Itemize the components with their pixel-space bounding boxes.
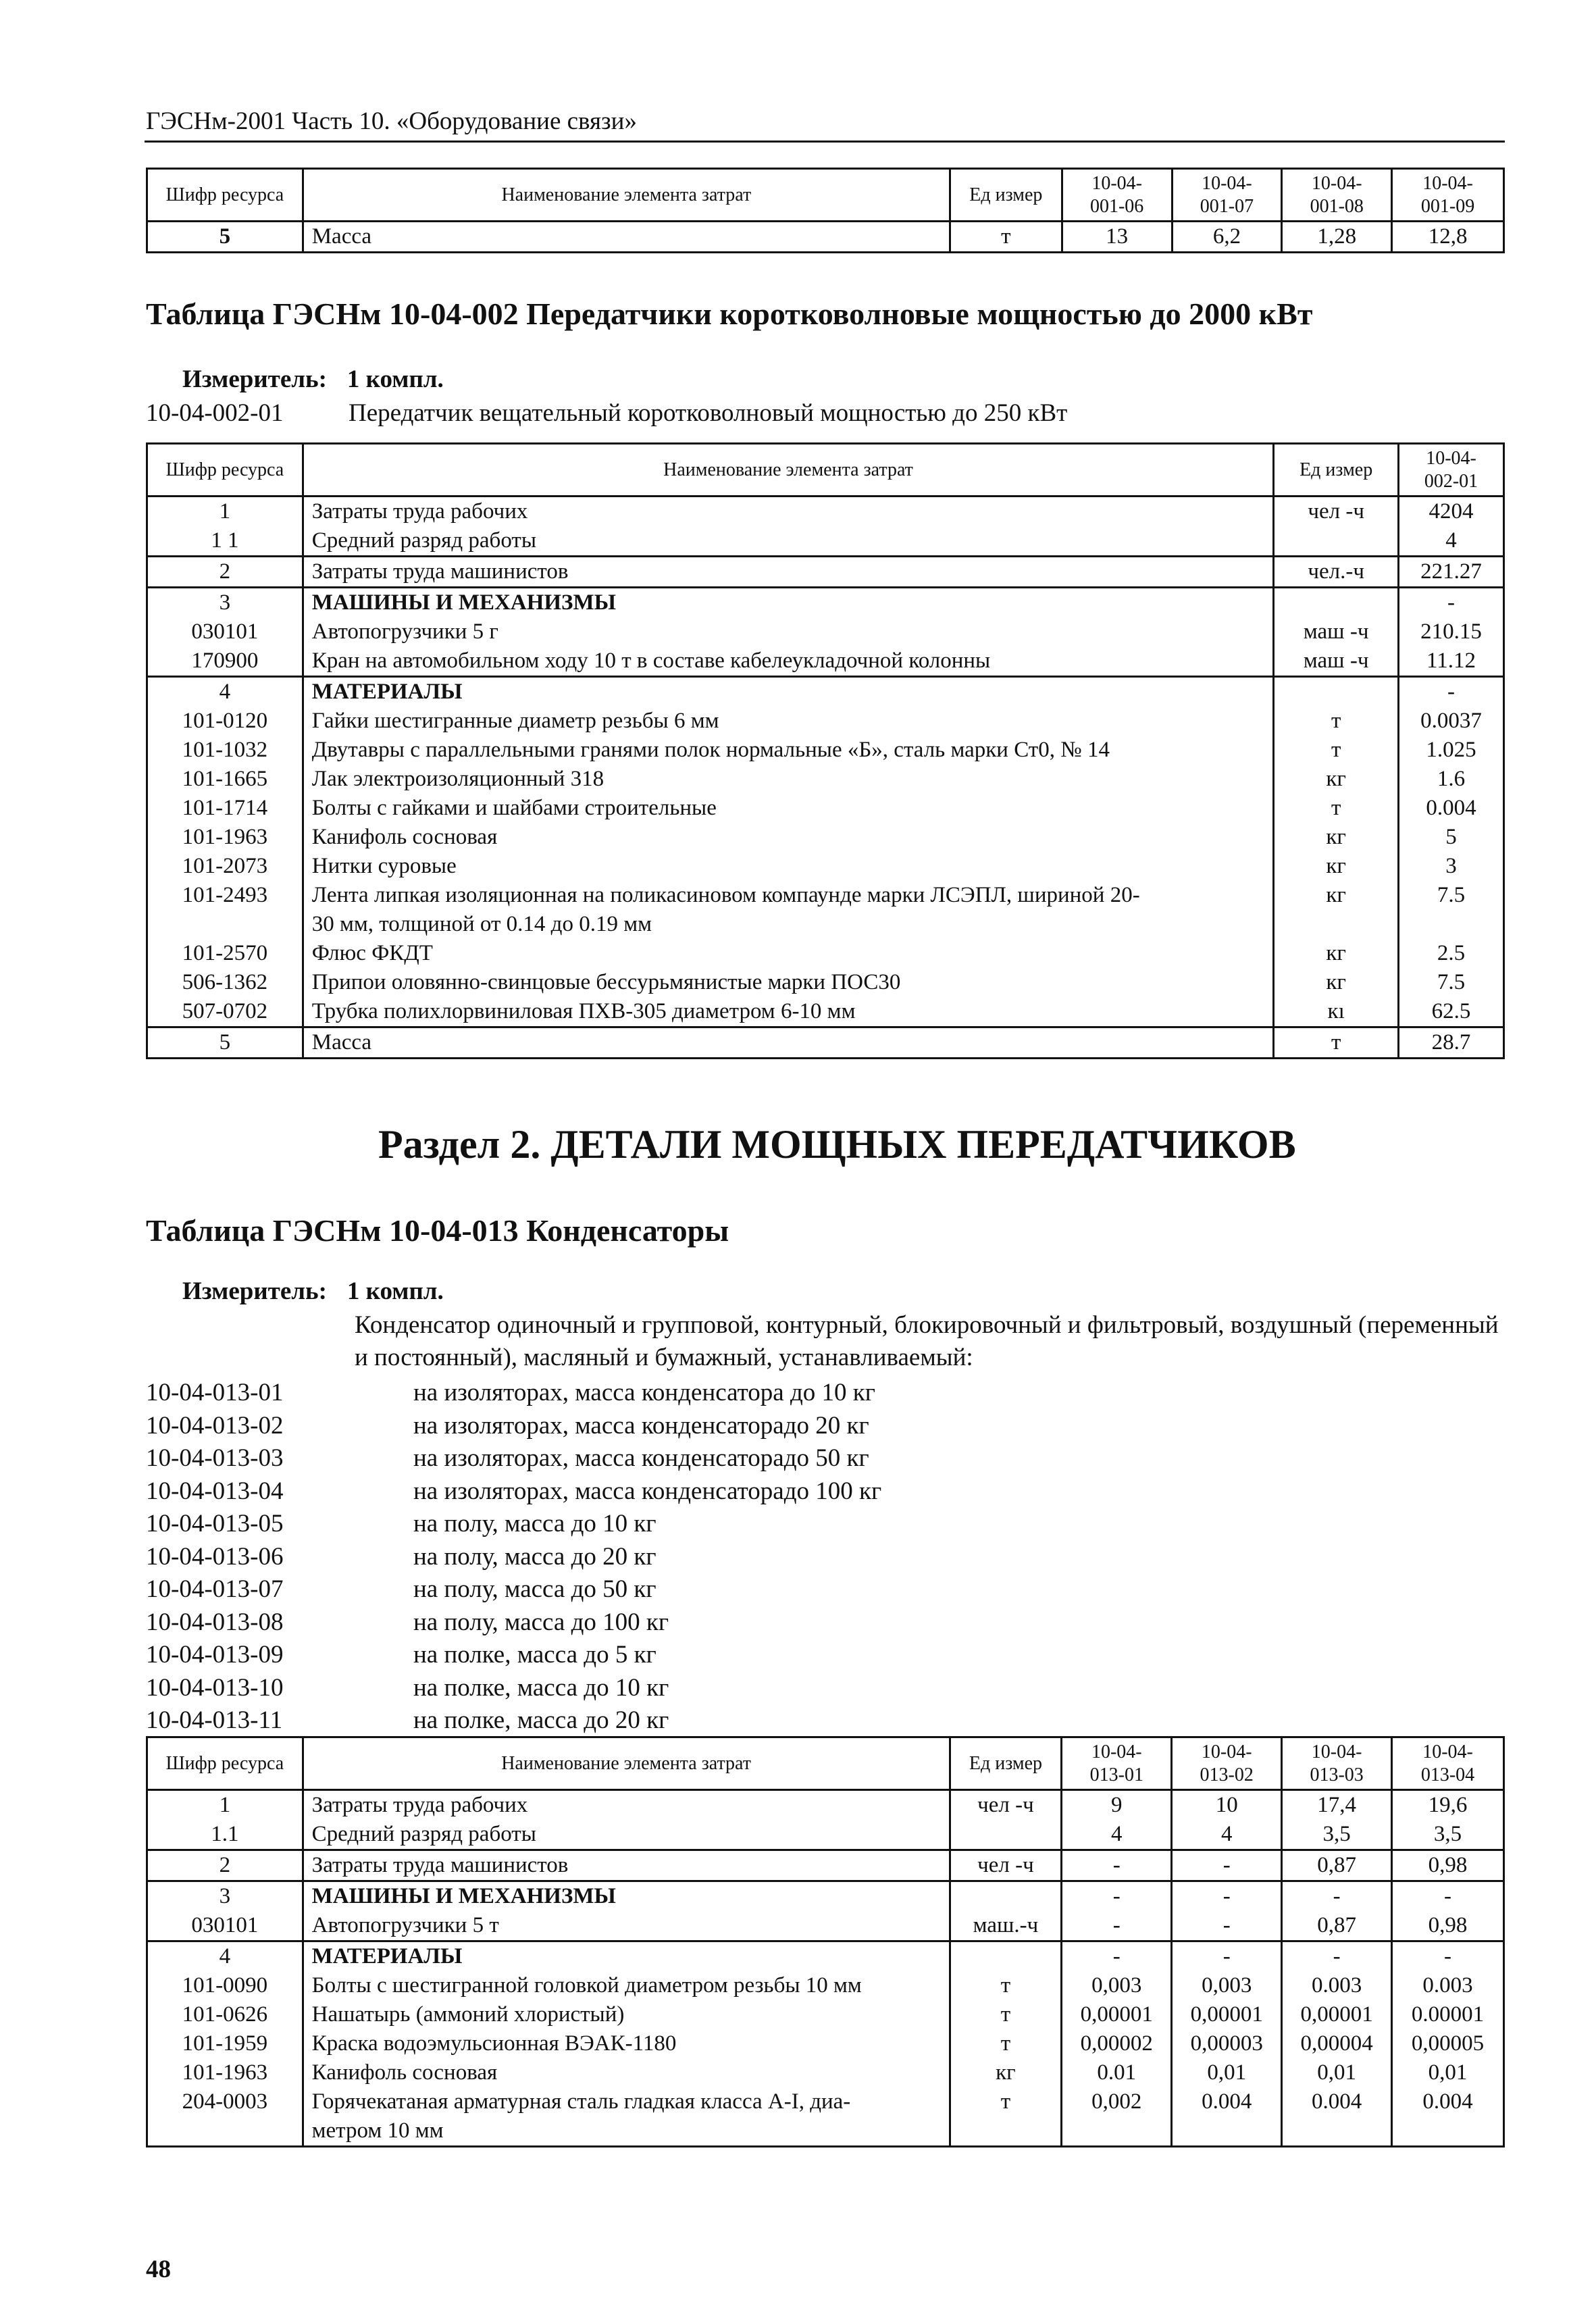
cell-code: 101-1959 [147, 2029, 303, 2058]
cell-value: 0.003 [1282, 1971, 1392, 2000]
table-row [147, 1820, 1504, 1850]
cell-value: 0,00004 [1282, 2029, 1392, 2058]
table-row [147, 881, 1504, 939]
cell-value: 3 [1399, 852, 1504, 881]
cell-unit: т [1274, 794, 1399, 823]
header-code: Шифр ресурса [147, 169, 303, 222]
cell-unit: кг [1274, 765, 1399, 794]
cell-code: 2 [147, 1850, 303, 1881]
cell-value: 0,87 [1282, 1850, 1392, 1881]
cell-name: Средний разряд работы [303, 1820, 950, 1850]
cell-unit: чел -ч [1274, 497, 1399, 527]
table-row [147, 2000, 1504, 2029]
item-name: Передатчик вещательный коротковолновый мощностью до 250 кВт [349, 399, 1068, 427]
cell-value: 0,01 [1392, 2058, 1504, 2087]
table-row [147, 939, 1504, 968]
cell-value: 0,00005 [1392, 2029, 1504, 2058]
cell-name: Затраты труда рабочих [303, 1790, 950, 1821]
cell-value: - [1172, 1911, 1282, 1941]
cell-value: 1.6 [1399, 765, 1504, 794]
cell-unit [1274, 677, 1399, 707]
cell-unit: т [950, 2087, 1062, 2147]
cell-name: МАТЕРИАЛЫ [303, 1941, 950, 1972]
cell-unit: т [1274, 736, 1399, 765]
cell-code: 101-0626 [147, 2000, 303, 2029]
cell-unit [1274, 588, 1399, 618]
cell-value: - [1062, 1881, 1172, 1912]
table-row [147, 677, 1504, 707]
cell-value: 0,003 [1062, 1971, 1172, 2000]
header-name: Наименование элемента затрат [303, 169, 950, 222]
cell-code: 3 [147, 588, 303, 618]
cell-value: 0,00001 [1062, 2000, 1172, 2029]
cell-name: МАТЕРИАЛЫ [303, 677, 1274, 707]
cell-unit: кı [1274, 997, 1399, 1027]
cell-name: Трубка полихлорвиниловая ПХВ-305 диаметром 6-10 мм [303, 997, 1274, 1027]
item-code: 10-04-013-01 [146, 1379, 284, 1406]
table-row [147, 997, 1504, 1027]
cell-value: 4 [1399, 526, 1504, 557]
header-column: 10-04- 002-01 [1399, 444, 1504, 497]
cell-unit: кг [950, 2058, 1062, 2087]
table-row [147, 1941, 1504, 1972]
item-code: 10-04-013-05 [146, 1510, 284, 1537]
cell-value: 0,003 [1172, 1971, 1282, 2000]
table-row [147, 526, 1504, 557]
table-row [147, 646, 1504, 677]
item-code: 10-04-013-06 [146, 1542, 284, 1571]
cell-value: - [1172, 1881, 1282, 1912]
table-row [147, 852, 1504, 881]
cell-code: 101-0090 [147, 1971, 303, 2000]
item-name: на полке, масса до 5 кг [413, 1641, 657, 1669]
table-top-continuation [146, 168, 1505, 253]
list-item [146, 1442, 881, 1475]
cell-name: Лента липкая изоляционная на поликасиновом компаунде марки ЛСЭПЛ, шириной 20- 30 мм, толщиной от 0.14 до 0.19 мм [303, 881, 1274, 939]
cell-value: - [1172, 1941, 1282, 1972]
cell-name: Припои оловянно-свинцовые бессурьмянистые марки ПОС30 [303, 968, 1274, 997]
header-column: 10-04- 013-03 [1282, 1737, 1392, 1790]
header-column: 10-04- 013-02 [1172, 1737, 1282, 1790]
cell-unit: кг [1274, 823, 1399, 852]
table-row [147, 1881, 1504, 1912]
cell-name: Автопогрузчики 5 г [303, 617, 1274, 646]
page-number: 48 [146, 2256, 171, 2283]
cell-code: 101-1665 [147, 765, 303, 794]
table-013 [146, 1736, 1505, 2147]
cell-code: 101-1963 [147, 823, 303, 852]
item-name: на полу, масса до 20 кг [413, 1542, 657, 1571]
header-column: 10-04- 001-06 [1062, 169, 1172, 222]
cell-value: - [1062, 1850, 1172, 1881]
cell-value: 210.15 [1399, 617, 1504, 646]
cell-value: - [1062, 1911, 1172, 1941]
cell-name: МАШИНЫ И МЕХАНИЗМЫ [303, 588, 1274, 618]
cell-name: Нашатырь (аммоний хлористый) [303, 2000, 950, 2029]
item-code: 10-04-013-10 [146, 1673, 284, 1702]
header-column: 10-04- 013-01 [1062, 1737, 1172, 1790]
cell-value: 0.01 [1062, 2058, 1172, 2087]
item-code: 10-04-002-01 [146, 399, 284, 427]
list-item [146, 1704, 881, 1737]
table-row [147, 736, 1504, 765]
cell-code: 3 [147, 1881, 303, 1912]
cell-value: - [1399, 588, 1504, 618]
cell-code: 4 [147, 677, 303, 707]
cell-value: 0,01 [1172, 2058, 1282, 2087]
cell-unit: кг [1274, 939, 1399, 968]
cell-unit: т [950, 2000, 1062, 2029]
item-name: на полу, масса до 50 кг [413, 1575, 657, 1603]
cell-code: 1 1 [147, 526, 303, 557]
meter-unit: 1 компл. [346, 1277, 444, 1305]
cell-value: - [1399, 677, 1504, 707]
header-code: Шифр ресурса [147, 444, 303, 497]
cell-value: 0.004 [1282, 2087, 1392, 2147]
table-row [147, 707, 1504, 736]
cell-value: 4 [1062, 1820, 1172, 1850]
cell-value: 0.003 [1392, 1971, 1504, 2000]
cell-code: 4 [147, 1941, 303, 1972]
table-002-meter [182, 365, 444, 394]
header-code: Шифр ресурса [147, 1737, 303, 1790]
list-item [146, 1606, 881, 1640]
cell-value: 19,6 [1392, 1790, 1504, 1821]
item-name: на полу, масса до 10 кг [413, 1510, 657, 1537]
cell-code: 2 [147, 557, 303, 588]
cell-value: 62.5 [1399, 997, 1504, 1027]
meter-unit: 1 компл. [346, 365, 444, 393]
cell-unit: маш -ч [1274, 646, 1399, 677]
list-item [146, 1639, 881, 1672]
item-code: 10-04-013-09 [146, 1641, 284, 1669]
cell-value: 9 [1062, 1790, 1172, 1821]
cell-value: 0.004 [1399, 794, 1504, 823]
cell-name: Краска водоэмульсионная ВЭАК-1180 [303, 2029, 950, 2058]
cell-code: 101-2570 [147, 939, 303, 968]
cell-name: Затраты труда машинистов [303, 557, 1274, 588]
table-row [147, 1790, 1504, 1821]
cell-value: 0,00003 [1172, 2029, 1282, 2058]
cell-value: 0.004 [1392, 2087, 1504, 2147]
cell-value: 221.27 [1399, 557, 1504, 588]
cell-value: 4 [1172, 1820, 1282, 1850]
cell-unit: чел -ч [950, 1790, 1062, 1821]
cell-name: Канифоль сосновая [303, 2058, 950, 2087]
header-column: 10-04- 001-09 [1392, 169, 1504, 222]
cell-value: 1.025 [1399, 736, 1504, 765]
item-code: 10-04-013-07 [146, 1575, 284, 1603]
cell-unit [1274, 526, 1399, 557]
cell-value: 17,4 [1282, 1790, 1392, 1821]
cell-value: 13 [1062, 222, 1172, 253]
cell-name: Затраты труда рабочих [303, 497, 1274, 527]
cell-code: 101-1714 [147, 794, 303, 823]
list-item [146, 1475, 881, 1508]
cell-name: Болты с гайками и шайбами строительные [303, 794, 1274, 823]
cell-value: - [1062, 1941, 1172, 1972]
table-002-item [146, 399, 1067, 428]
table-002 [146, 442, 1505, 1059]
cell-code: 101-0120 [147, 707, 303, 736]
cell-value: 0,01 [1282, 2058, 1392, 2087]
cell-value: 0,002 [1062, 2087, 1172, 2147]
cell-value: 0.0037 [1399, 707, 1504, 736]
table-row [147, 2058, 1504, 2087]
cell-value: 28.7 [1399, 1027, 1504, 1059]
cell-code: 5 [147, 222, 303, 253]
table-013-body [147, 1790, 1504, 2147]
table-row [147, 794, 1504, 823]
cell-value: - [1392, 1941, 1504, 1972]
table-002-title: Таблица ГЭСНм 10-04-002 Передатчики коротковолновые мощностью до 2000 кВт [146, 297, 1313, 331]
cell-value: - [1282, 1941, 1392, 1972]
cell-name: Средний разряд работы [303, 526, 1274, 557]
item-code: 10-04-013-03 [146, 1444, 284, 1472]
cell-unit: маш.-ч [950, 1911, 1062, 1941]
cell-name: Автопогрузчики 5 т [303, 1911, 950, 1941]
cell-code: 101-1032 [147, 736, 303, 765]
list-item [146, 1410, 881, 1443]
cell-name: Затраты труда машинистов [303, 1850, 950, 1881]
cell-unit [950, 1941, 1062, 1972]
cell-name: Масса [303, 1027, 1274, 1059]
cell-value: - [1392, 1881, 1504, 1912]
cell-code: 101-2493 [147, 881, 303, 939]
cell-name: Нитки суровые [303, 852, 1274, 881]
cell-unit [950, 1881, 1062, 1912]
list-item [146, 1672, 881, 1705]
item-name: на полке, масса до 20 кг [413, 1706, 669, 1734]
cell-name: Лак электроизоляционный 318 [303, 765, 1274, 794]
item-name: на полке, масса до 10 кг [413, 1673, 669, 1702]
section-title: Раздел 2. ДЕТАЛИ МОЩНЫХ ПЕРЕДАТЧИКОВ [378, 1122, 1296, 1167]
cell-unit: чел -ч [950, 1850, 1062, 1881]
list-item [146, 1573, 881, 1606]
cell-value: - [1282, 1881, 1392, 1912]
cell-unit: маш -ч [1274, 617, 1399, 646]
cell-value: 7.5 [1399, 881, 1504, 939]
cell-value: 3,5 [1392, 1820, 1504, 1850]
table-row [147, 1911, 1504, 1941]
cell-value: 1,28 [1282, 222, 1392, 253]
cell-code: 1.1 [147, 1820, 303, 1850]
cell-code: 1 [147, 1790, 303, 1821]
cell-code: 204-0003 [147, 2087, 303, 2147]
item-name: на изоляторах, масса конденсаторадо 100 кг [413, 1477, 882, 1505]
item-code: 10-04-013-08 [146, 1608, 284, 1636]
cell-value: 12,8 [1392, 222, 1504, 253]
table-row [147, 588, 1504, 618]
table-row [147, 2087, 1504, 2147]
cell-unit [950, 1820, 1062, 1850]
table-row [147, 557, 1504, 588]
cell-code: 101-2073 [147, 852, 303, 881]
item-code: 10-04-013-04 [146, 1477, 284, 1505]
cell-unit: т [1274, 707, 1399, 736]
table-row [147, 968, 1504, 997]
header-column: 10-04- 001-08 [1282, 169, 1392, 222]
table-013-meter [182, 1277, 444, 1306]
table-row [147, 1850, 1504, 1881]
item-name: на изоляторах, масса конденсаторадо 20 кг [413, 1411, 869, 1440]
cell-value: 7.5 [1399, 968, 1504, 997]
cell-name: Двутавры с параллельными гранями полок нормальные «Б», сталь марки Ст0, № 14 [303, 736, 1274, 765]
cell-value: 5 [1399, 823, 1504, 852]
cell-unit: т [950, 1971, 1062, 2000]
cell-code: 101-1963 [147, 2058, 303, 2087]
cell-value: 0,87 [1282, 1911, 1392, 1941]
cell-code: 030101 [147, 1911, 303, 1941]
list-item [146, 1508, 881, 1541]
list-item [146, 1377, 881, 1410]
cell-name: Горячекатаная арматурная сталь гладкая класса А-I, диа- метром 10 мм [303, 2087, 950, 2147]
item-code: 10-04-013-11 [146, 1706, 283, 1734]
cell-name: Канифоль сосновая [303, 823, 1274, 852]
meter-label: Измеритель: [182, 1277, 327, 1305]
cell-value: 6,2 [1172, 222, 1282, 253]
cell-value: 0.00001 [1392, 2000, 1504, 2029]
table-row [147, 1027, 1504, 1059]
header-name: Наименование элемента затрат [303, 444, 1274, 497]
table-row [147, 1971, 1504, 2000]
cell-unit: чел.-ч [1274, 557, 1399, 588]
header-column: 10-04- 001-07 [1172, 169, 1282, 222]
cell-name: Флюс ФКДТ [303, 939, 1274, 968]
header-unit: Ед измер [950, 169, 1062, 222]
cell-unit: кг [1274, 881, 1399, 939]
header-rule [145, 141, 1505, 143]
item-name: на изоляторах, масса конденсатора до 10 кг [413, 1379, 875, 1406]
table-row [147, 617, 1504, 646]
header-column: 10-04- 013-04 [1392, 1737, 1504, 1790]
cell-unit: т [1274, 1027, 1399, 1059]
cell-value: 11.12 [1399, 646, 1504, 677]
table-002-body [147, 497, 1504, 1059]
cell-name: Кран на автомобильном ходу 10 т в составе кабелеукладочной колонны [303, 646, 1274, 677]
table-row [147, 2029, 1504, 2058]
cell-value: 0,00001 [1282, 2000, 1392, 2029]
table-row [147, 497, 1504, 527]
table-013-title: Таблица ГЭСНм 10-04-013 Конденсаторы [146, 1213, 729, 1248]
cell-name: Гайки шестигранные диаметр резьбы 6 мм [303, 707, 1274, 736]
list-item [146, 1541, 881, 1574]
meter-label: Измеритель: [182, 365, 327, 393]
cell-value: 0,98 [1392, 1850, 1504, 1881]
cell-value: 10 [1172, 1790, 1282, 1821]
cell-name: МАШИНЫ И МЕХАНИЗМЫ [303, 1881, 950, 1912]
cell-unit: кг [1274, 968, 1399, 997]
table-row [147, 765, 1504, 794]
cell-value: 3,5 [1282, 1820, 1392, 1850]
cell-value: 0.004 [1172, 2087, 1282, 2147]
cell-value: 4204 [1399, 497, 1504, 527]
header-unit: Ед измер [1274, 444, 1399, 497]
cell-unit: т [950, 222, 1062, 253]
cell-code: 030101 [147, 617, 303, 646]
table-013-item-list [146, 1377, 881, 1737]
cell-unit: т [950, 2029, 1062, 2058]
item-code: 10-04-013-02 [146, 1411, 284, 1440]
header-name: Наименование элемента затрат [303, 1737, 950, 1790]
item-name: на изоляторах, масса конденсаторадо 50 кг [413, 1444, 869, 1472]
cell-code: 506-1362 [147, 968, 303, 997]
cell-code: 1 [147, 497, 303, 527]
cell-value: 0,98 [1392, 1911, 1504, 1941]
cell-unit: кг [1274, 852, 1399, 881]
header-unit: Ед измер [950, 1737, 1062, 1790]
table-row [147, 823, 1504, 852]
cell-value: 2.5 [1399, 939, 1504, 968]
cell-value: 0,00002 [1062, 2029, 1172, 2058]
table-row [147, 222, 1504, 253]
cell-name: Болты с шестигранной головкой диаметром резьбы 10 мм [303, 1971, 950, 2000]
cell-name: Масса [303, 222, 950, 253]
cell-value: 0,00001 [1172, 2000, 1282, 2029]
cell-code: 507-0702 [147, 997, 303, 1027]
running-head: ГЭСНм-2001 Часть 10. «Оборудование связи» [146, 107, 637, 135]
cell-code: 170900 [147, 646, 303, 677]
cell-value: - [1172, 1850, 1282, 1881]
cell-code: 5 [147, 1027, 303, 1059]
item-name: на полу, масса до 100 кг [413, 1608, 669, 1636]
table-013-description: Конденсатор одиночный и групповой, контурный, блокировочный и фильтровый, воздушный (переменный и постоянный), масляный и бумажный, устанавливаемый: [355, 1311, 1499, 1371]
